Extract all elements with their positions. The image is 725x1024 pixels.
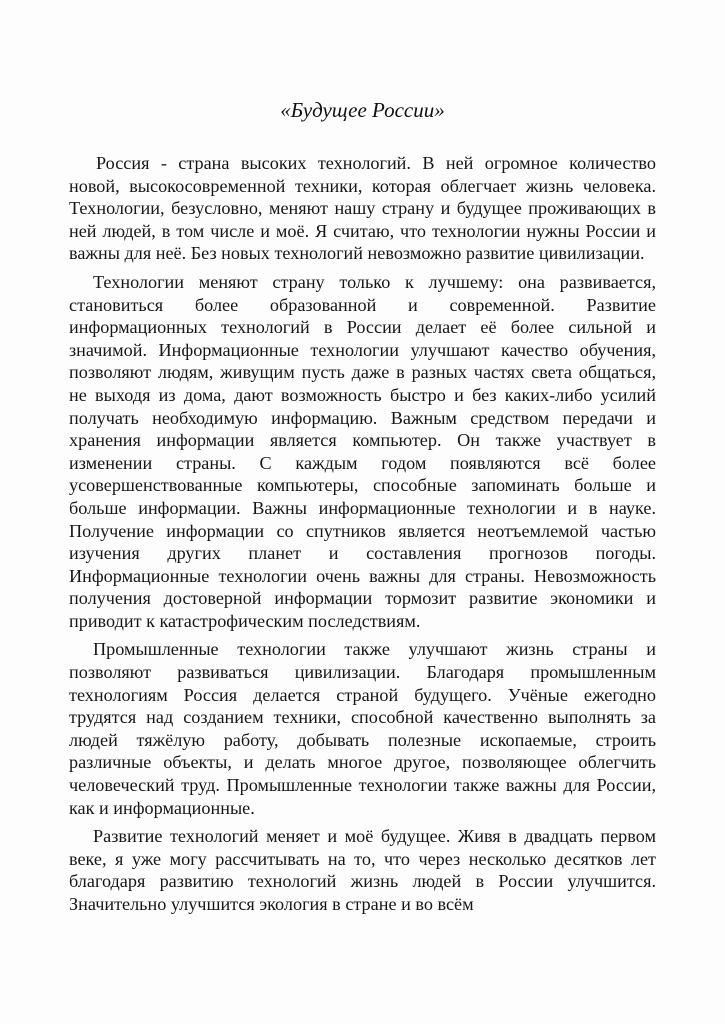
document-title: «Будущее России» xyxy=(280,98,445,122)
document-body xyxy=(69,152,656,916)
paragraph-4: Развитие технологий меняет и моё будущее. Живя в двадцать первом веке, я уже могу рассчитывать на то, что через несколько десятков лет благодаря развитию технологий жизнь людей в России улучшится. Значительно улучшится экология в стране и во всём xyxy=(69,826,656,914)
paragraph-1: Россия - страна высоких технологий. В ней огромное количество новой, высокосовременной техники, которая облегчает жизнь человека. Технологии, безусловно, меняют нашу страну и будущее проживающих в ней людей, в том числе и моё. Я считаю, что технологии нужны России и важны для неё. Без новых технологий невозможно развитие цивилизации. xyxy=(69,153,656,264)
paragraph-3: Промышленные технологии также улучшают жизнь страны и позволяют развиваться цивилизации. Благодаря промышленным технологиям Россия делается страной будущего. Учёные ежегодно трудятся над созданием техники, способной качественно выполнять за людей тяжёлую работу, добывать полезные ископаемые, строить различные объекты, и делать многое другое, позволяющее облегчить человеческий труд. Промышленные технологии также важны для России, как и информационные. xyxy=(69,639,656,818)
paragraph-2: Технологии меняют страну только к лучшему: она развивается, становиться более образованной и современной. Развитие информационных технологий в России делает её более сильной и значимой. Информационные технологии улучшают качество обучения, позволяют людям, живущим пусть даже в разных частях света общаться, не выходя из дома, дают возможность быстро и без каких-либо усилий получать необходимую информацию. Важным средством передачи и хранения информации является компьютер. Он также участвует в изменении страны. С каждым годом появляются всё более усовершенствованные компьютеры, способные запоминать больше и больше информации. Важны информационные технологии и в науке. Получение информации со спутников является неотъемлемой частью изучения других планет и составления прогнозов погоды. Информационные технологии очень важны для страны. Невозможность получения достоверной информации тормозит развитие экономики и приводит к катастрофическим последствиям. xyxy=(69,271,656,631)
